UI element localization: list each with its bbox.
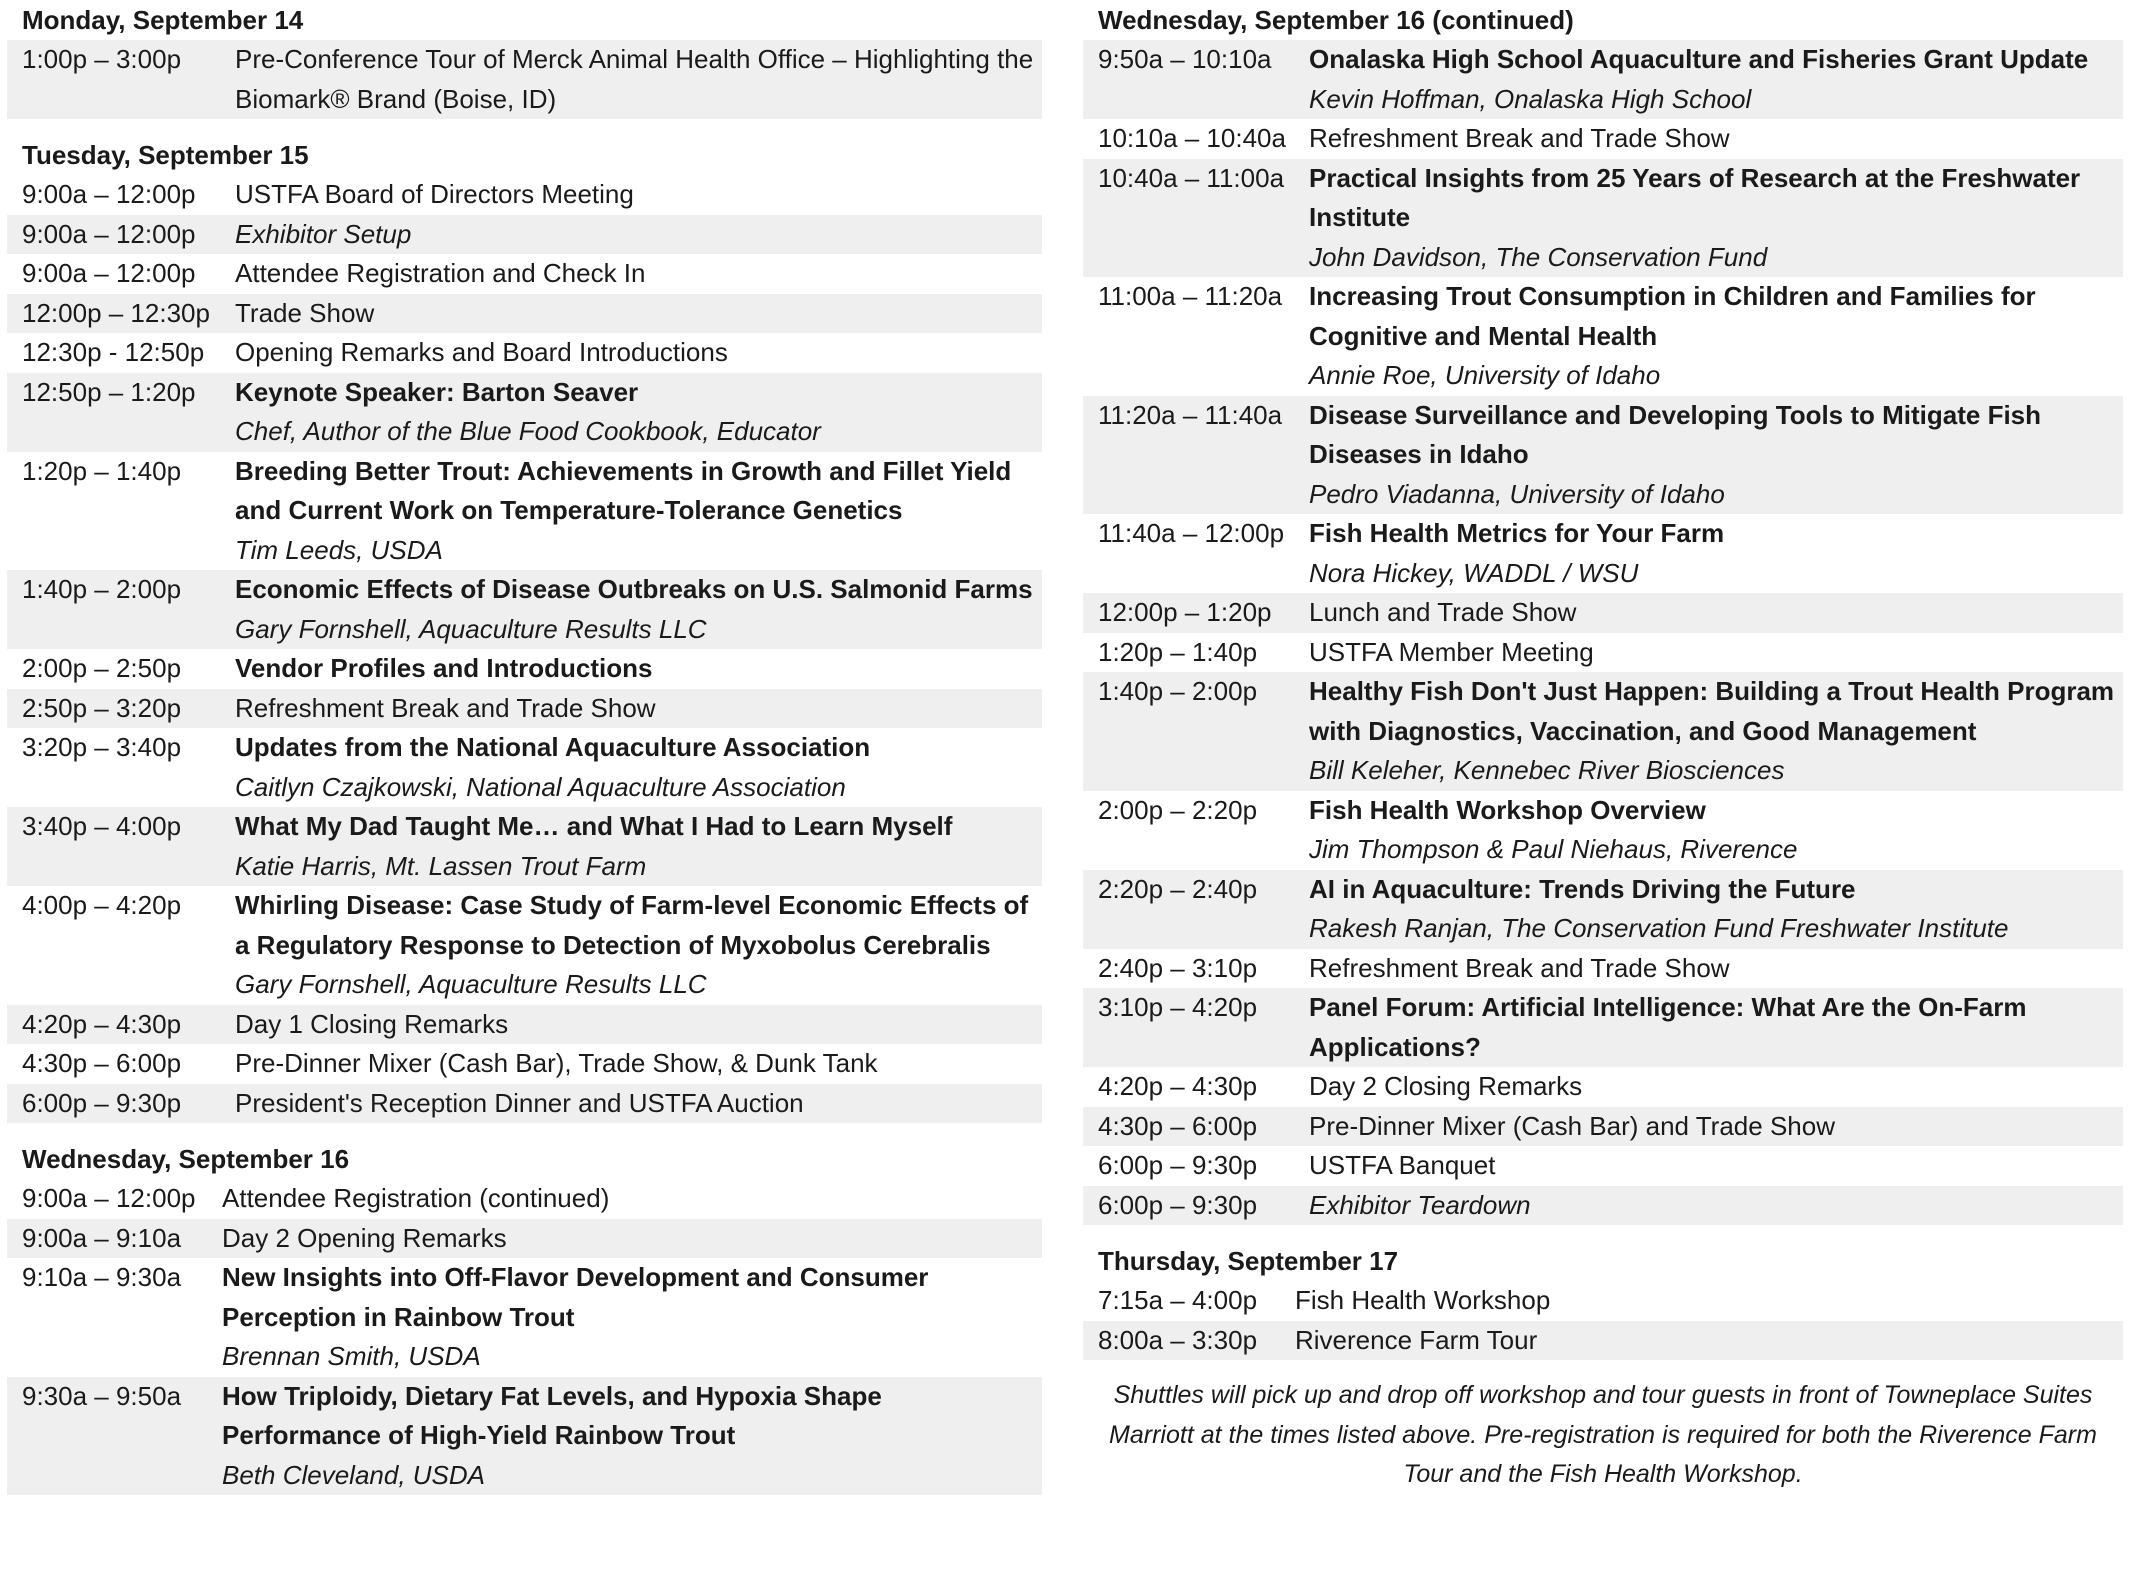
session-title: Breeding Better Trout: Achievements in Growth and Fillet Yield and Current Work on Temperature-Tolerance Genetics: [235, 455, 1012, 525]
session-details: [1309, 791, 2123, 870]
session-details: [235, 1005, 1042, 1045]
session-title: Economic Effects of Disease Outbreaks on U.S. Salmonid Farms: [235, 574, 1033, 604]
session-time: 9:00a – 12:00p: [22, 218, 196, 249]
session-title: Trade Show: [235, 297, 375, 328]
session-title: USTFA Banquet: [1309, 1150, 1496, 1180]
agenda-row: [7, 570, 1042, 649]
session-title: Riverence Farm Tour: [1295, 1324, 1538, 1355]
session-details: [235, 452, 1042, 571]
agenda-row: [7, 689, 1042, 729]
session-details: [222, 1377, 1042, 1496]
session-speaker: Brennan Smith, USDA: [222, 1341, 481, 1371]
session-time: 6:00p – 9:30p: [1098, 1189, 1258, 1220]
session-title: AI in Aquaculture: Trends Driving the Future: [1309, 873, 1856, 904]
agenda-row: [1083, 1146, 2123, 1186]
day-heading: Wednesday, September 16 (continued): [1098, 5, 1574, 35]
session-speaker: Kevin Hoffman, Onalaska High School: [1309, 83, 1752, 114]
session-title: Fish Health Workshop Overview: [1309, 794, 1706, 825]
session-details: [1309, 396, 2123, 515]
session-details: [235, 215, 1042, 255]
agenda-row: [7, 886, 1042, 1005]
session-time: 2:00p – 2:50p: [22, 653, 182, 683]
session-details: [1309, 672, 2123, 791]
session-details: [235, 1084, 1042, 1124]
session-time: 2:20p – 2:40p: [1098, 873, 1258, 904]
agenda-row: [7, 807, 1042, 886]
agenda-column-right: [1083, 0, 2123, 1495]
session-title: Refreshment Break and Trade Show: [1309, 123, 1730, 153]
session-title: Panel Forum: Artificial Intelligence: What Are the On-Farm Applications?: [1309, 992, 2027, 1062]
session-details: [235, 373, 1042, 452]
day-heading: Monday, September 14: [22, 5, 304, 35]
agenda-column-left: [7, 0, 1042, 1511]
session-title: USTFA Board of Directors Meeting: [235, 179, 634, 209]
session-title: Onalaska High School Aquaculture and Fisheries Grant Update: [1309, 44, 2089, 74]
agenda-row: [1083, 40, 2123, 119]
agenda-row: [7, 215, 1042, 255]
agenda-row: [7, 373, 1042, 452]
session-title: What My Dad Taught Me… and What I Had to Learn Myself: [235, 811, 953, 841]
session-speaker: Nora Hickey, WADDL / WSU: [1309, 557, 1639, 588]
session-title: Pre-Dinner Mixer (Cash Bar) and Trade Show: [1309, 1110, 1835, 1141]
session-title: Healthy Fish Don't Just Happen: Building a Trout Health Program with Diagnostics, Vaccination, and Good Management: [1309, 676, 2115, 746]
session-title: Exhibitor Setup: [235, 218, 412, 249]
session-details: [1309, 1107, 2123, 1147]
session-time: 10:40a – 11:00a: [1098, 162, 1285, 193]
agenda-row: [7, 452, 1042, 571]
session-speaker: John Davidson, The Conservation Fund: [1309, 241, 1768, 272]
session-details: [1309, 40, 2123, 119]
session-details: [1309, 1146, 2123, 1186]
session-details: [235, 570, 1042, 649]
session-details: [1309, 119, 2123, 159]
agenda-row: [1083, 870, 2123, 949]
session-time: 9:00a – 9:10a: [22, 1222, 182, 1253]
session-details: [235, 333, 1042, 373]
agenda-row: [7, 728, 1042, 807]
day-section-wednesday-september-16: [7, 1139, 1042, 1495]
session-details: [1309, 633, 2123, 673]
agenda-row: [1083, 1321, 2123, 1361]
session-details: [1309, 1186, 2123, 1226]
session-details: [1295, 1321, 2123, 1361]
agenda-row: [7, 1084, 1042, 1124]
day-heading: Tuesday, September 15: [22, 140, 309, 170]
session-time: 4:20p – 4:30p: [22, 1008, 182, 1039]
session-title: Disease Surveillance and Developing Tools to Mitigate Fish Diseases in Idaho: [1309, 399, 2042, 469]
session-time: 3:20p – 3:40p: [22, 732, 182, 762]
session-time: 3:10p – 4:20p: [1098, 992, 1258, 1022]
session-time: 9:00a – 12:00p: [22, 258, 196, 288]
session-details: [1309, 949, 2123, 989]
session-details: [235, 807, 1042, 886]
agenda-row: [7, 649, 1042, 689]
session-details: [1309, 593, 2123, 633]
session-speaker: Caitlyn Czajkowski, National Aquaculture Association: [235, 771, 846, 802]
agenda-row: [7, 175, 1042, 215]
agenda-row: [1083, 1186, 2123, 1226]
session-time: 4:00p – 4:20p: [22, 890, 182, 920]
session-title: Exhibitor Teardown: [1309, 1189, 1531, 1220]
session-time: 4:20p – 4:30p: [1098, 1071, 1258, 1101]
session-time: 9:00a – 12:00p: [22, 179, 196, 209]
day-heading: Wednesday, September 16: [22, 1144, 350, 1174]
session-title: USTFA Member Meeting: [1309, 636, 1594, 667]
session-title: Day 2 Opening Remarks: [222, 1222, 507, 1253]
session-details: [1309, 988, 2123, 1067]
session-time: 1:40p – 2:00p: [22, 574, 182, 604]
session-time: 11:20a – 11:40a: [1098, 399, 1283, 430]
agenda-row: [7, 1179, 1042, 1219]
session-time: 12:00p – 12:30p: [22, 297, 210, 328]
session-time: 1:40p – 2:00p: [1098, 676, 1258, 706]
session-time: 11:40a – 12:00p: [1098, 518, 1285, 548]
session-details: [1309, 870, 2123, 949]
session-details: [235, 175, 1042, 215]
day-section-thursday-september-17: [1083, 1241, 2123, 1360]
session-title: Day 2 Closing Remarks: [1309, 1071, 1583, 1101]
session-time: 12:30p - 12:50p: [22, 337, 205, 367]
agenda-row: [7, 333, 1042, 373]
session-time: 2:00p – 2:20p: [1098, 794, 1258, 825]
agenda-row: [1083, 988, 2123, 1067]
session-title: Fish Health Workshop: [1295, 1285, 1551, 1315]
session-details: [235, 886, 1042, 1005]
session-details: [1309, 514, 2123, 593]
session-title: Lunch and Trade Show: [1309, 597, 1577, 627]
session-details: [235, 294, 1042, 334]
session-time: 1:20p – 1:40p: [1098, 636, 1258, 667]
session-title: Updates from the National Aquaculture Association: [235, 732, 871, 762]
session-time: 3:40p – 4:00p: [22, 811, 182, 841]
session-time: 8:00a – 3:30p: [1098, 1324, 1258, 1355]
session-details: [235, 1044, 1042, 1084]
agenda-row: [1083, 396, 2123, 515]
session-title: Increasing Trout Consumption in Children and Families for Cognitive and Mental Health: [1309, 281, 2036, 351]
agenda-row: [1083, 119, 2123, 159]
agenda-row: [1083, 514, 2123, 593]
day-section-monday-september-14: [7, 0, 1042, 119]
session-speaker: Rakesh Ranjan, The Conservation Fund Freshwater Institute: [1309, 913, 2009, 943]
session-time: 9:30a – 9:50a: [22, 1380, 182, 1411]
session-speaker: Jim Thompson & Paul Niehaus, Riverence: [1309, 834, 1798, 864]
session-speaker: Bill Keleher, Kennebec River Biosciences: [1309, 755, 1785, 785]
session-details: [235, 649, 1042, 689]
session-speaker: Chef, Author of the Blue Food Cookbook, Educator: [235, 416, 821, 446]
session-details: [1309, 277, 2123, 396]
session-details: [222, 1258, 1042, 1377]
session-speaker: Pedro Viadanna, University of Idaho: [1309, 478, 1725, 509]
agenda-row: [1083, 633, 2123, 673]
session-time: 12:00p – 1:20p: [1098, 597, 1272, 627]
session-title: Vendor Profiles and Introductions: [235, 653, 653, 683]
session-speaker: Beth Cleveland, USDA: [222, 1459, 486, 1490]
agenda-row: [7, 1044, 1042, 1084]
agenda-row: [7, 1377, 1042, 1496]
session-title: Attendee Registration and Check In: [235, 258, 646, 288]
session-title: Fish Health Metrics for Your Farm: [1309, 518, 1725, 548]
agenda-row: [7, 1258, 1042, 1377]
session-title: Refreshment Break and Trade Show: [1309, 952, 1730, 983]
day-heading: Thursday, September 17: [1098, 1246, 1399, 1276]
session-speaker: Gary Fornshell, Aquaculture Results LLC: [235, 613, 707, 644]
session-time: 12:50p – 1:20p: [22, 376, 196, 407]
session-time: 1:20p – 1:40p: [22, 455, 182, 486]
session-title: Opening Remarks and Board Introductions: [235, 337, 728, 367]
session-title: New Insights into Off-Flavor Development and Consumer Perception in Rainbow Trout: [222, 1262, 929, 1332]
session-time: 2:40p – 3:10p: [1098, 952, 1258, 983]
agenda-row: [1083, 277, 2123, 396]
agenda-row: [1083, 949, 2123, 989]
session-speaker: Tim Leeds, USDA: [235, 534, 443, 565]
session-speaker: Gary Fornshell, Aquaculture Results LLC: [235, 969, 707, 999]
agenda-row: [1083, 593, 2123, 633]
session-details: [222, 1219, 1042, 1259]
session-time: 4:30p – 6:00p: [1098, 1110, 1258, 1141]
agenda-row: [1083, 1281, 2123, 1321]
session-speaker: Katie Harris, Mt. Lassen Trout Farm: [235, 850, 647, 881]
session-details: [222, 1179, 1042, 1219]
session-time: 6:00p – 9:30p: [22, 1087, 182, 1118]
session-time: 2:50p – 3:20p: [22, 692, 182, 723]
session-title: Attendee Registration (continued): [222, 1183, 610, 1213]
agenda-row: [1083, 1107, 2123, 1147]
agenda-row: [7, 254, 1042, 294]
session-title: How Triploidy, Dietary Fat Levels, and Hypoxia Shape Performance of High-Yield Rainbow Trout: [222, 1380, 882, 1450]
session-time: 1:00p – 3:00p: [22, 44, 182, 74]
agenda-row: [7, 1005, 1042, 1045]
session-details: [235, 40, 1042, 119]
session-title: Pre-Dinner Mixer (Cash Bar), Trade Show, & Dunk Tank: [235, 1048, 878, 1078]
session-details: [1295, 1281, 2123, 1321]
agenda-row: [7, 294, 1042, 334]
session-details: [1309, 159, 2123, 278]
session-title: Practical Insights from 25 Years of Research at the Freshwater Institute: [1309, 162, 2081, 232]
shuttle-footnote: Shuttles will pick up and drop off workshop and tour guests in front of Towneplace Suites Marriott at the times listed above. Pre-registration is required for both the Riverence Farm Tour and the Fish Health Workshop.: [1109, 1381, 2097, 1488]
session-details: [235, 728, 1042, 807]
agenda-row: [7, 1219, 1042, 1259]
agenda-row: [1083, 159, 2123, 278]
agenda-row: [1083, 672, 2123, 791]
session-title: Whirling Disease: Case Study of Farm-level Economic Effects of a Regulatory Response to Detection of Myxobolus Cerebralis: [235, 890, 1029, 960]
day-section-wednesday-september-16-continued: [1083, 0, 2123, 1225]
session-speaker: Annie Roe, University of Idaho: [1309, 360, 1661, 390]
session-time: 10:10a – 10:40a: [1098, 123, 1286, 153]
session-title: Keynote Speaker: Barton Seaver: [235, 376, 639, 407]
day-section-tuesday-september-15: [7, 135, 1042, 1123]
agenda-row: [1083, 791, 2123, 870]
session-title: Day 1 Closing Remarks: [235, 1008, 509, 1039]
session-title: Refreshment Break and Trade Show: [235, 692, 656, 723]
session-time: 4:30p – 6:00p: [22, 1048, 182, 1078]
session-details: [235, 689, 1042, 729]
session-title: Pre-Conference Tour of Merck Animal Health Office – Highlighting the Biomark® Brand (Boise, ID): [235, 44, 1034, 114]
session-time: 9:50a – 10:10a: [1098, 44, 1272, 74]
session-details: [1309, 1067, 2123, 1107]
session-time: 7:15a – 4:00p: [1098, 1285, 1258, 1315]
agenda-row: [1083, 1067, 2123, 1107]
agenda-row: [7, 40, 1042, 119]
session-details: [235, 254, 1042, 294]
session-time: 6:00p – 9:30p: [1098, 1150, 1258, 1180]
session-time: 9:00a – 12:00p: [22, 1183, 196, 1213]
session-time: 11:00a – 11:20a: [1098, 281, 1283, 311]
session-title: President's Reception Dinner and USTFA Auction: [235, 1087, 804, 1118]
session-time: 9:10a – 9:30a: [22, 1262, 182, 1292]
